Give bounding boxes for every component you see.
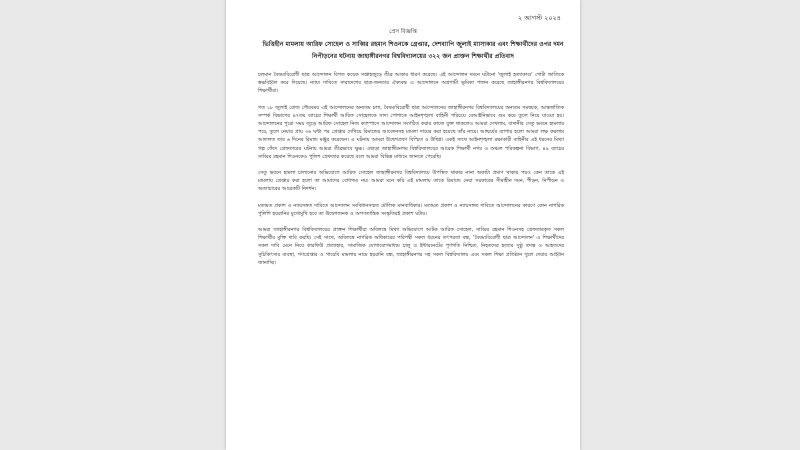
body-paragraph: চলমান বৈষম্যবিরোধী ছাত্র আন্দোলন বিগত কয়েক সপ্তাহজুড়ে তীব্র আকার ধারণ করেছে। এই আন্দোলন দমনে ঘটানো 'জুলাই হত্যাকাণ্ড' গোটা জাতিকে স্তব্ধবিহ্বল করে দিয়েছে। ন্যায্য দাবিতে সারাদেশের ছাত্র-জনতার ঐক্যবদ্ধ এ আন্দোলনে অগ্রগামী ভূমিকা পালন করেছে জাহাঙ্গীরনগর বিশ্ববিদ্যালয়ের শিক্ষার্থীরা। (258, 72, 564, 95)
body-paragraph: সেতু ভবনে হামলা চালানোর অভিযোগে আরিফ সোহেল জাহাঙ্গীরনগর বিশ্ববিদ্যালয়ে উপস্থিত থাকার নানা অকাট্য প্রমাণ থাকার পরও কেন তাকে এই মামলায় গ্রেপ্তার করা হলো তা আমাদের বোধগম্য নয়। আমরা মনে করি এই মামলায় তাকে রিমান্ডে নেয়া সরকারের সীমাহীন দমন, পীড়ন, নিপীড়ন ও অত্যাচারের আরেকটি নিদর্শন। (258, 170, 564, 193)
press-release-page (226, 0, 580, 450)
press-release-title: ভিত্তিহীন মামলায় আরিফ সোহেল ও সাব্বির রহমান শিওনকে গ্রেপ্তার, দেশব্যাপি জুলাই ম্যাসাকার এবং শিক্ষার্থীদের ওপর দমন নিপীড়নের ঘটনায় জাহাঙ্গীরনগর বিশ্ববিদ্যালয়ের ৩২২ জন প্রাক্তন শিক্ষার্থীর প্রতিবাদ (262, 41, 564, 60)
press-release-body (258, 71, 564, 275)
body-paragraph: মতামত প্রকাশ ও ন্যায়সঙ্গত দাবিতে আন্দোলন সংবিধানসম্মত মৌলিক মানবাধিকার। মতামত প্রকাশ ও ন্যায়সঙ্গত দাবিতে আন্দোলনের কারণে কোন নাগরিক পুলিশি হয়রানির মুখোমুখি হবে তা উদ্বেগজনক ও অগণতান্ত্রিক সংস্কৃতিরই প্রকাশ ঘটায়। (258, 202, 564, 217)
body-paragraph: আমরা জাহাঙ্গীরনগর বিশ্ববিদ্যালয়ের প্রাক্তন শিক্ষার্থীরা অবিলম্বে মিথ্যা অভিযোগে আটক আরিফ সোহেল, সাব্বির রহমান শিওনসহ গ্রেফতারকৃত সকল শিক্ষার্থীর মুক্তি দাবি করছি। সেই সাথে, অবিলম্বে নাগরিক অধিকারের পরিপন্থী সকল ধরনের তৎপরতা বন্ধ, 'বৈষম্যবিরোধী ছাত্র আন্দোলন' এ শিক্ষার্থীদের সকল দাবি মেনে নিয়ে কারফিউ প্রত্যাহার, সামাজিক যোগাযোগমাধ্যম চালু ও ইন্টারনেটের পূর্ণগতি নিশ্চিত, নিহতদের হত্যার সুষ্ঠু তদন্ত ও আহতদের সুচিকিৎসার ব্যবস্থা, গণগ্রেপ্তার ও গায়েবি মামলার নামে হয়রানি বন্ধ, জাহাঙ্গীরনগর সহ সকল বিশ্ববিদ্যালয় এবং সকল শিক্ষা প্রতিষ্ঠান খুলে দেয়ার আহ্বান জানাচ্ছি। (258, 227, 564, 266)
body-paragraph: গত ১৮ জুলাই রোজ গৌরবময় এই আন্দোলনের অন্যতম চলা, বৈষম্যবিরোধী ছাত্র আন্দোলনের জাহাঙ্গীরনগর বিশ্ববিদ্যালয়ের অন্যতম সমন্বয়ক, আন্তর্জাতিক সম্পর্ক বিভাগের ৪৭তম ব্যাচের শিক্ষার্থী আরিফ সোহেলকে সাদা পোশাকে আইনশৃঙ্খলা বাহিনী পরিচয়ে বেআইনিভাবে গুম করে তুলে নিয়ে যাওয়া হয়। আন্দোলনের পুরো সময় জুড়ে আরিফ সোহেল নিজ ক্যাম্পাসে আন্দোলন সংগঠিত করার কাজে যুক্ত থাকলেও আমরা দেখলাম, বাদানীর সেতু ভবনে হামলার পরে, তুলে নেয়ার প্রায় ৩৬ ঘন্টা পর গ্রেপ্তার দেখিয়ে রিমান্ডের আবেদনসহ মামলা দায়ের করা হয়েছে তাঁর নামে। আশ্চর্যের ব্যাপার হলো আমরা লক্ষ করলাম আদালত তার ৬ দিনের রিমান্ড মঞ্জুর করেছেন। এ ঘটনায় আমরা উদ্বেগপ্রবণ বিস্মিত ও উদ্বিগ্ন। একই সাথে আইনশৃঙ্খলা রক্ষাকারী বাহিনীর এই ধরনের মিথ্যা গল্প ফেঁদে গ্রেফতারের ঘটনায় আমরা তীব্রভাবে ক্ষুব্ধ। এছাড়া জাহাঙ্গীরনগর বিশ্ববিদ্যালয়ের আরেক শিক্ষার্থী নগর ও অঞ্চল পরিকল্পনা বিভাগ, ৪৯ ব্যাচের সাব্বির রহমান শিওনকেও পুলিশ গ্রেফতার করেছে বলে আমরা বিভিন্ন মাধ্যমে জানতে পেরেছি। (258, 104, 564, 160)
document-kind-label: প্রেস বিজ্ঞপ্তি (389, 29, 417, 35)
release-date: ২ আগস্ট ২০২৪ (518, 14, 561, 22)
